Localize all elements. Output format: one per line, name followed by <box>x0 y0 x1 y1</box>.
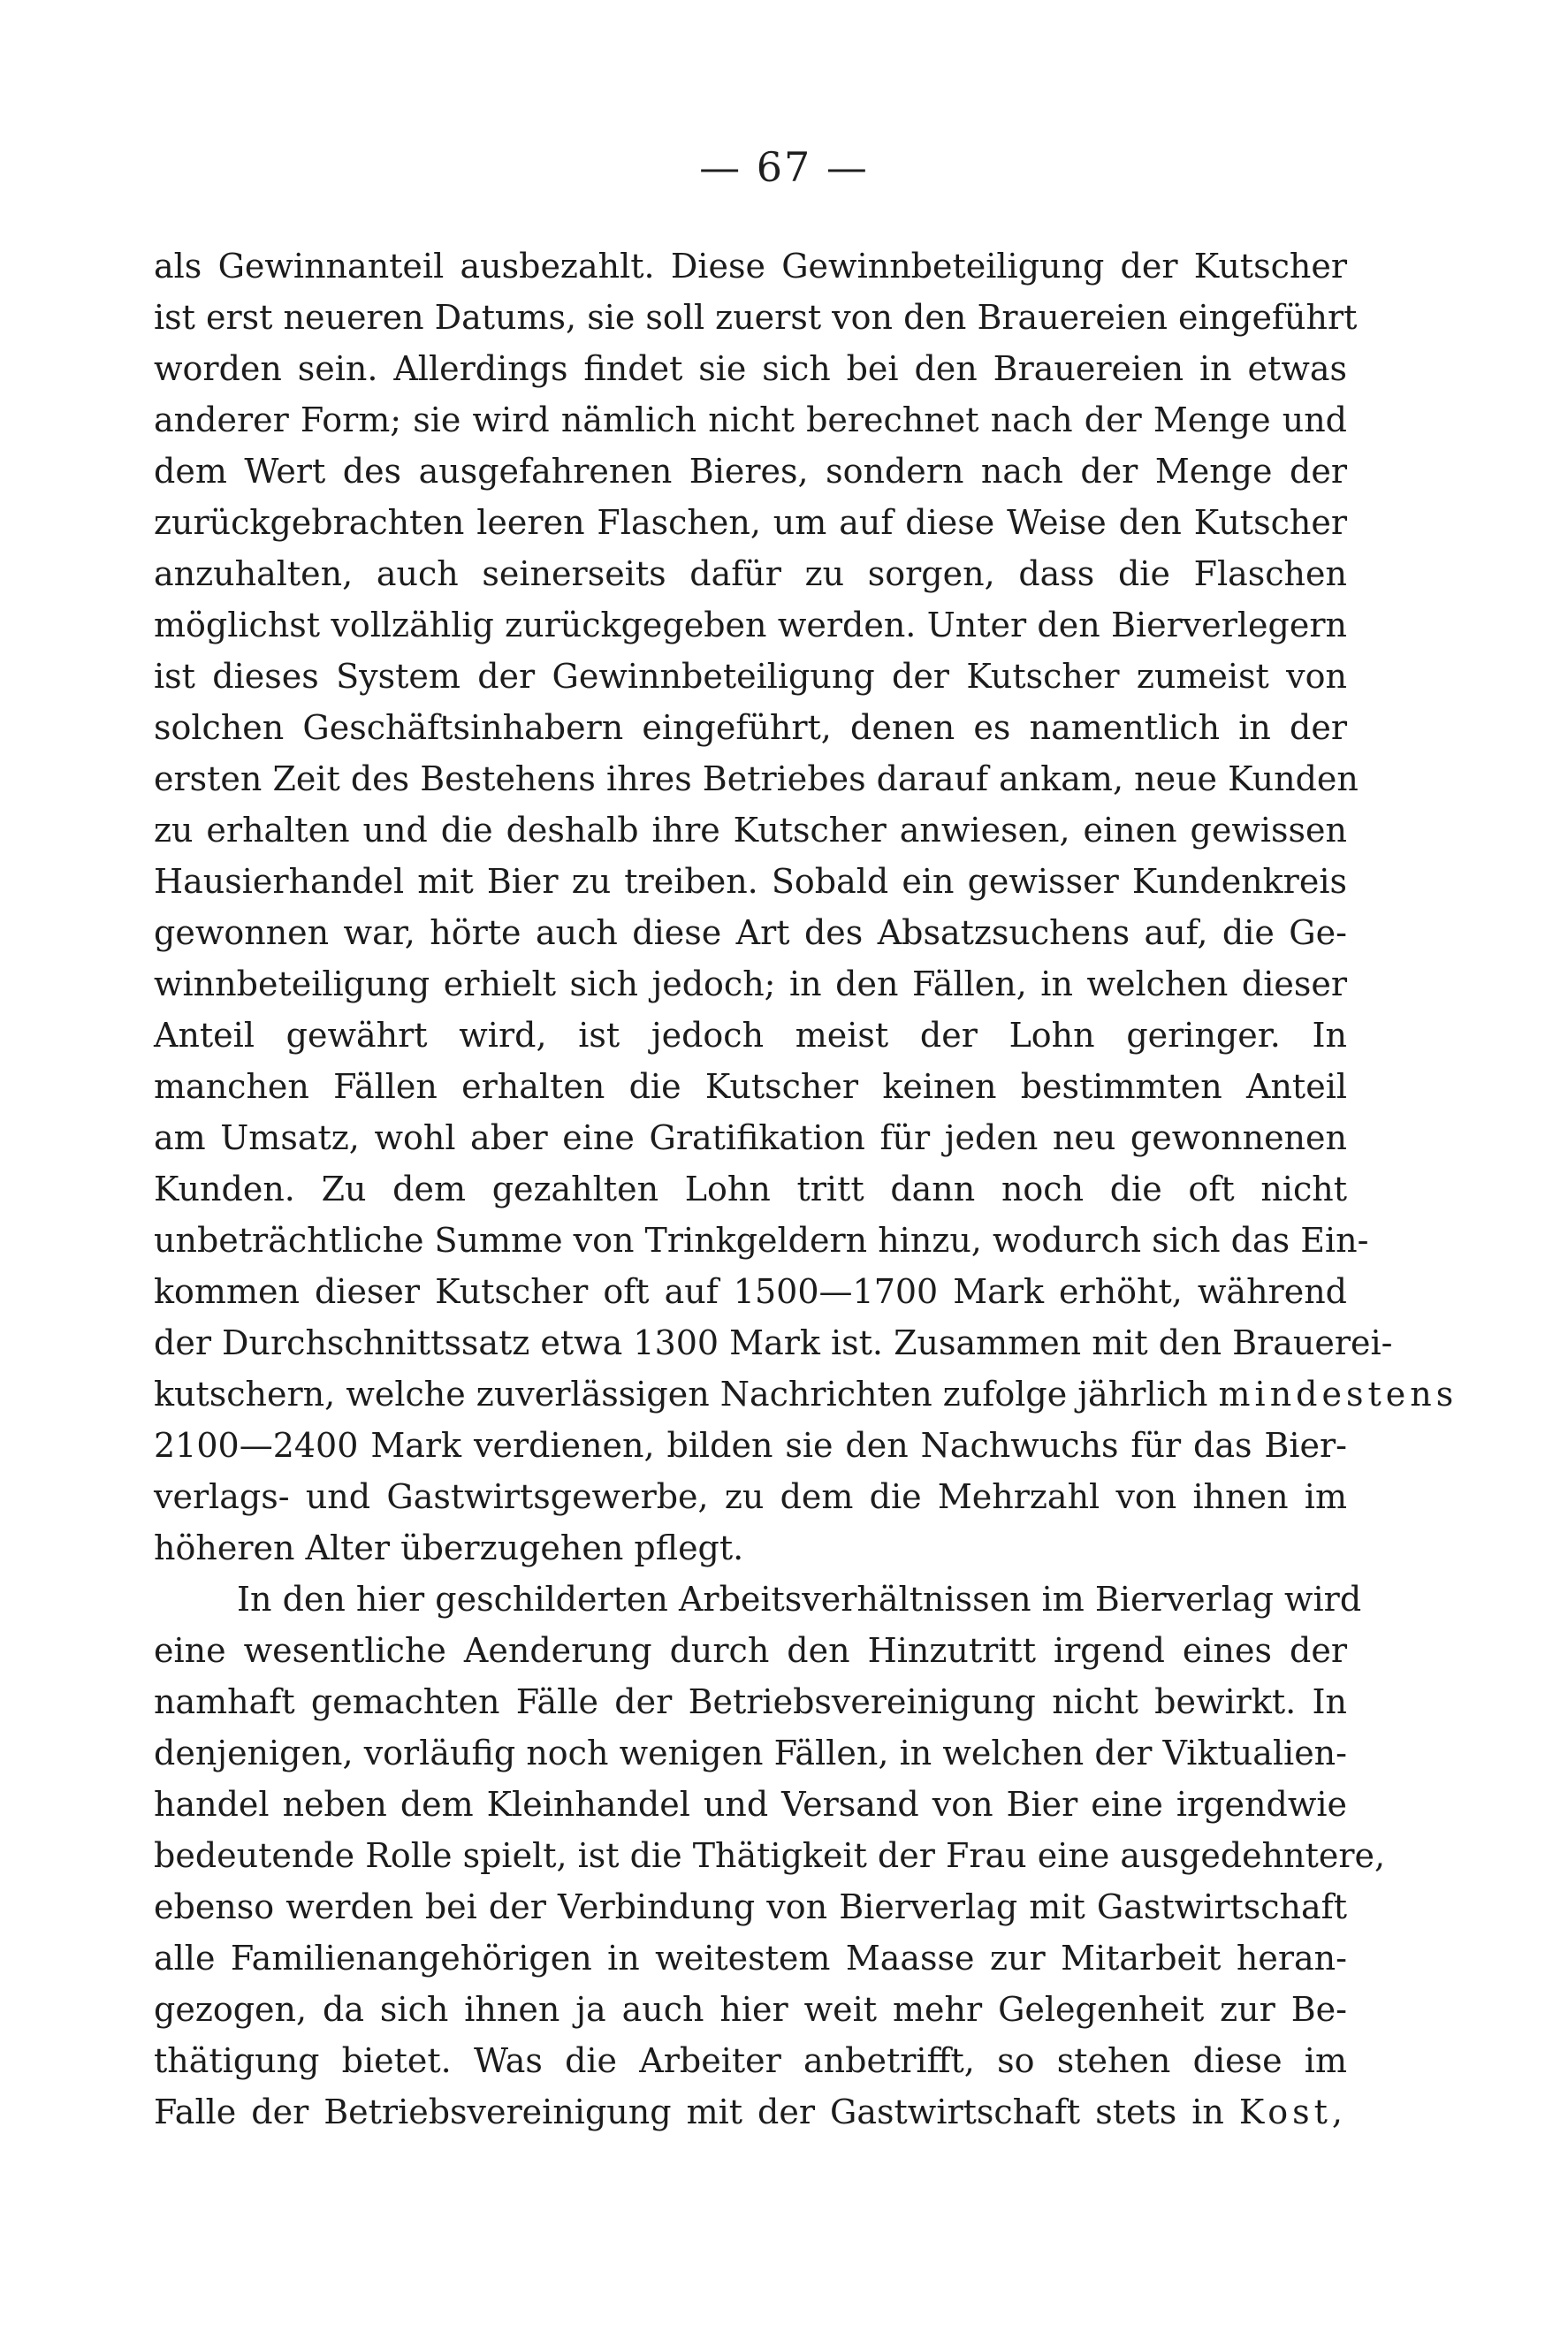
text-line: Kunden. Zu dem gezahlten Lohn tritt dann noch die oft nicht <box>154 1170 1347 1208</box>
text-line: solchen Geschäftsinhabern eingeführt, denen es namentlich in der <box>154 708 1347 747</box>
text-line <box>154 1368 1458 1420</box>
text-line: manchen Fällen erhalten die Kutscher keinen bestimmten Anteil <box>154 1067 1347 1106</box>
text-line: höheren Alter überzugehen pflegt. <box>154 1528 744 1567</box>
text-line: der Durchschnittssatz etwa 1300 Mark ist. Zusammen mit den Brauerei- <box>154 1323 1393 1362</box>
text-line: zurückgebrachten leeren Flaschen, um auf diese Weise den Kutscher <box>154 503 1347 542</box>
text-line: winnbeteiligung erhielt sich jedoch; in den Fällen, in welchen dieser <box>154 964 1347 1003</box>
text-line <box>154 2086 1347 2138</box>
text-line: am Umsatz, wohl aber eine Gratifikation für jeden neu gewonnenen <box>154 1118 1347 1157</box>
text-line: handel neben dem Kleinhandel und Versand von Bier eine irgendwie <box>154 1785 1347 1824</box>
text-span: kutschern, welche zuverlässigen Nachrichten zufolge jährlich <box>154 1375 1208 1414</box>
text-line: dem Wert des ausgefahrenen Bieres, sondern nach der Menge der <box>154 452 1347 491</box>
text-line: kommen dieser Kutscher oft auf 1500—1700 Mark erhöht, während <box>154 1272 1347 1311</box>
text-line: gezogen, da sich ihnen ja auch hier weit mehr Gelegenheit zur Be- <box>154 1990 1347 2029</box>
text-line: anderer Form; sie wird nämlich nicht berechnet nach der Menge und <box>154 400 1347 439</box>
text-line: zu erhalten und die deshalb ihre Kutscher anwiesen, einen gewissen <box>154 811 1347 850</box>
text-line: namhaft gemachten Fälle der Betriebsvereinigung nicht bewirkt. In <box>154 1682 1347 1721</box>
text-line: thätigung bietet. Was die Arbeiter anbetrifft, so stehen diese im <box>154 2041 1347 2080</box>
text-line: Anteil gewährt wird, ist jedoch meist der Lohn geringer. In <box>154 1016 1347 1055</box>
emphasized-word: Kost, <box>1238 2092 1347 2131</box>
text-line: worden sein. Allerdings findet sie sich bei den Brauereien in etwas <box>154 349 1347 388</box>
text-line: In den hier geschilderten Arbeitsverhältnissen im Bierverlag wird <box>237 1580 1362 1619</box>
text-line: 2100—2400 Mark verdienen, bilden sie den Nachwuchs für das Bier- <box>154 1426 1347 1465</box>
text-line: alle Familienangehörigen in weitestem Maasse zur Mitarbeit heran- <box>154 1939 1347 1978</box>
text-line: anzuhalten, auch seinerseits dafür zu sorgen, dass die Flaschen <box>154 554 1347 593</box>
text-line: ersten Zeit des Bestehens ihres Betriebes darauf ankam, neue Kunden <box>154 759 1359 798</box>
text-line: ist erst neueren Datums, sie soll zuerst von den Brauereien eingeführt <box>154 298 1358 337</box>
page-number: — 67 — <box>699 143 869 191</box>
text-line: ist dieses System der Gewinnbeteiligung der Kutscher zumeist von <box>154 657 1347 696</box>
text-line: möglichst vollzählig zurückgegeben werden. Unter den Bierverlegern <box>154 606 1347 644</box>
text-line: unbeträchtliche Summe von Trinkgeldern hinzu, wodurch sich das Ein- <box>154 1221 1369 1260</box>
emphasized-word: mindestens <box>1218 1375 1458 1414</box>
text-line: eine wesentliche Aenderung durch den Hinzutritt irgend eines der <box>154 1631 1347 1670</box>
text-line: Hausierhandel mit Bier zu treiben. Sobald ein gewisser Kundenkreis <box>154 862 1347 901</box>
text-line: bedeutende Rolle spielt, ist die Thätigkeit der Frau eine ausgedehntere, <box>154 1836 1386 1875</box>
text-line: als Gewinnanteil ausbezahlt. Diese Gewinnbeteiligung der Kutscher <box>154 247 1347 286</box>
text-line: ebenso werden bei der Verbindung von Bierverlag mit Gastwirtschaft <box>154 1887 1347 1926</box>
text-line: denjenigen, vorläufig noch wenigen Fällen, in welchen der Viktualien- <box>154 1734 1347 1772</box>
text-span: Falle der Betriebsvereinigung mit der Gastwirtschaft stets in <box>154 2092 1224 2131</box>
text-line: verlags- und Gastwirtsgewerbe, zu dem die Mehrzahl von ihnen im <box>154 1477 1347 1516</box>
text-line: gewonnen war, hörte auch diese Art des Absatzsuchens auf, die Ge- <box>154 913 1347 952</box>
